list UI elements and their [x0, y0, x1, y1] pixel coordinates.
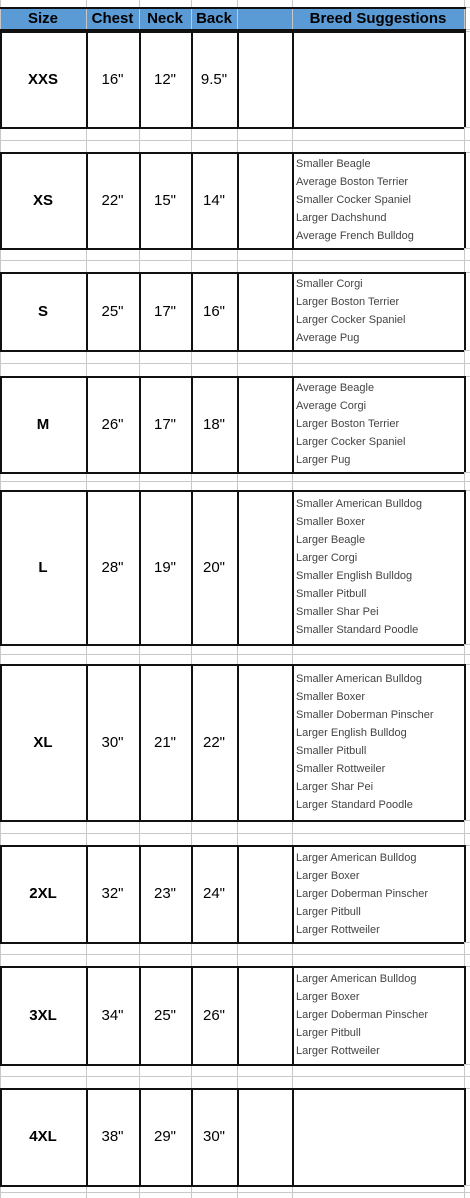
row-border [237, 272, 239, 350]
neck-cell: 21" [153, 733, 176, 751]
breed-item: Smaller Doberman Pinscher [296, 709, 434, 721]
chest-cell: 32" [101, 885, 124, 902]
back-cell: 14" [202, 191, 225, 209]
row-gridline [0, 954, 470, 955]
breed-item: Smaller Rottweiler [296, 763, 386, 775]
breed-item: Larger Boxer [296, 869, 360, 882]
breed-item: Smaller Boxer [296, 691, 366, 703]
row-border [464, 845, 466, 942]
header-border [0, 7, 466, 9]
breed-item: Smaller Corgi [296, 278, 363, 290]
size-cell: 3XL [29, 1006, 57, 1024]
chest-cell: 26" [101, 415, 124, 433]
breed-suggestions-cell [292, 1088, 464, 1185]
breed-item: Smaller Beagle [296, 158, 371, 170]
row-border [464, 490, 466, 644]
row-border [237, 152, 239, 248]
breed-item: Larger Boxer [296, 991, 360, 1003]
breed-item: Smaller American Bulldog [296, 498, 422, 510]
neck-cell: 23" [153, 885, 176, 902]
row-border [292, 820, 464, 822]
neck-cell: 15" [153, 191, 176, 209]
row-border [464, 966, 466, 1064]
breed-item: Smaller Pitbull [296, 588, 367, 600]
breed-suggestions-cell [292, 664, 464, 820]
back-cell: 20" [202, 558, 225, 576]
row-border [0, 1185, 292, 1187]
neck-cell: 25" [153, 1006, 176, 1024]
size-cell: 2XL [29, 885, 57, 902]
row-border [237, 664, 239, 820]
row-border [292, 472, 464, 474]
breed-item: Smaller Boxer [296, 516, 366, 528]
row-border [292, 942, 464, 944]
back-cell: 24" [202, 885, 225, 902]
row-border [237, 845, 239, 942]
breed-item: Larger Corgi [296, 552, 358, 564]
row-border [0, 942, 292, 944]
row-border [0, 350, 292, 352]
breed-suggestions-cell [292, 272, 464, 350]
breed-suggestions-cell [292, 845, 464, 942]
back-cell: 18" [202, 415, 225, 433]
size-cell: S [37, 302, 48, 320]
breed-item: Smaller Pitbull [296, 745, 367, 757]
row-border [0, 820, 292, 822]
row-border [237, 31, 239, 127]
breed-item: Average French Bulldog [296, 230, 414, 242]
breed-item: Larger Doberman Pinscher [296, 1009, 429, 1021]
back-cell: 30" [202, 1128, 225, 1145]
row-gridline [0, 481, 470, 482]
back-cell: 26" [202, 1006, 225, 1024]
size-cell: 4XL [29, 1128, 57, 1145]
row-gridline [0, 363, 470, 364]
breed-item: Larger Cocker Spaniel [296, 436, 406, 448]
row-border [292, 350, 464, 352]
size-cell: XL [33, 733, 53, 751]
row-border [464, 664, 466, 820]
row-gridline [0, 833, 470, 834]
breed-item: Larger Boston Terrier [296, 296, 400, 308]
breed-item: Smaller American Bulldog [296, 673, 422, 685]
breed-item: Average Boston Terrier [296, 176, 409, 188]
breed-item: Larger Doberman Pinscher [296, 887, 429, 900]
row-gridline [0, 140, 470, 141]
breed-item: Larger Rottweiler [296, 923, 380, 936]
breed-item: Average Corgi [296, 400, 367, 412]
breed-item: Larger Shar Pei [296, 781, 374, 793]
chest-cell: 22" [101, 191, 124, 209]
header-chest: Chest [86, 7, 139, 29]
row-border [464, 1088, 466, 1185]
neck-cell: 17" [153, 415, 176, 433]
row-border [0, 644, 292, 646]
row-border [464, 152, 466, 248]
row-border [292, 1064, 464, 1066]
row-gridline [0, 1192, 470, 1193]
row-border [237, 376, 239, 472]
breed-item: Larger American Bulldog [296, 851, 417, 864]
row-border [237, 1088, 239, 1185]
size-cell: XXS [27, 70, 58, 88]
breed-item: Larger Pug [296, 454, 351, 466]
row-border [237, 490, 239, 644]
row-border [0, 127, 292, 129]
breed-suggestions-cell [292, 376, 464, 472]
row-border [464, 272, 466, 350]
back-cell: 16" [202, 302, 225, 320]
neck-cell: 19" [153, 558, 176, 576]
neck-cell: 29" [153, 1128, 176, 1145]
breed-item: Larger Beagle [296, 534, 366, 546]
row-gridline [0, 1076, 470, 1077]
row-border [292, 644, 464, 646]
row-border [292, 127, 464, 129]
breed-item: Larger Standard Poodle [296, 799, 413, 811]
back-cell: 22" [202, 733, 225, 751]
row-border [464, 31, 466, 127]
header-size: Size [0, 7, 86, 29]
row-border [0, 472, 292, 474]
breed-item: Larger English Bulldog [296, 727, 407, 739]
breed-item: Smaller Cocker Spaniel [296, 194, 411, 206]
neck-cell: 17" [153, 302, 176, 320]
breed-item: Smaller English Bulldog [296, 570, 413, 582]
breed-item: Larger American Bulldog [296, 973, 417, 985]
chest-cell: 16" [101, 70, 124, 88]
back-cell: 9.5" [200, 70, 228, 88]
breed-item: Smaller Shar Pei [296, 606, 379, 618]
breed-item: Average Pug [296, 332, 360, 344]
breed-suggestions-cell [292, 31, 464, 127]
header-back: Back [191, 7, 237, 29]
row-border [237, 966, 239, 1064]
chest-cell: 28" [101, 558, 124, 576]
breed-item: Larger Pitbull [296, 905, 361, 918]
neck-cell: 12" [153, 70, 176, 88]
row-gridline [0, 654, 470, 655]
row-border [0, 248, 292, 250]
chest-cell: 30" [101, 733, 124, 751]
chest-cell: 38" [101, 1128, 124, 1145]
row-border [0, 1064, 292, 1066]
header-breeds: Breed Suggestions [292, 7, 464, 29]
size-cell: L [38, 558, 48, 576]
row-border [292, 248, 464, 250]
size-cell: XS [32, 191, 53, 209]
row-border [464, 376, 466, 472]
row-border [292, 1185, 464, 1187]
breed-suggestions-cell [292, 490, 464, 644]
row-gridline [0, 260, 470, 261]
breed-suggestions-cell [292, 966, 464, 1064]
breed-item: Larger Dachshund [296, 212, 387, 224]
breed-item: Larger Cocker Spaniel [296, 314, 406, 326]
header-neck: Neck [139, 7, 191, 29]
breed-item: Smaller Standard Poodle [296, 624, 419, 636]
chest-cell: 25" [101, 302, 124, 320]
size-cell: M [36, 415, 50, 433]
breed-item: Larger Rottweiler [296, 1045, 380, 1057]
breed-item: Average Beagle [296, 382, 375, 394]
breed-suggestions-cell [292, 152, 464, 248]
breed-item: Larger Boston Terrier [296, 418, 400, 430]
chest-cell: 34" [101, 1006, 124, 1024]
breed-item: Larger Pitbull [296, 1027, 361, 1039]
